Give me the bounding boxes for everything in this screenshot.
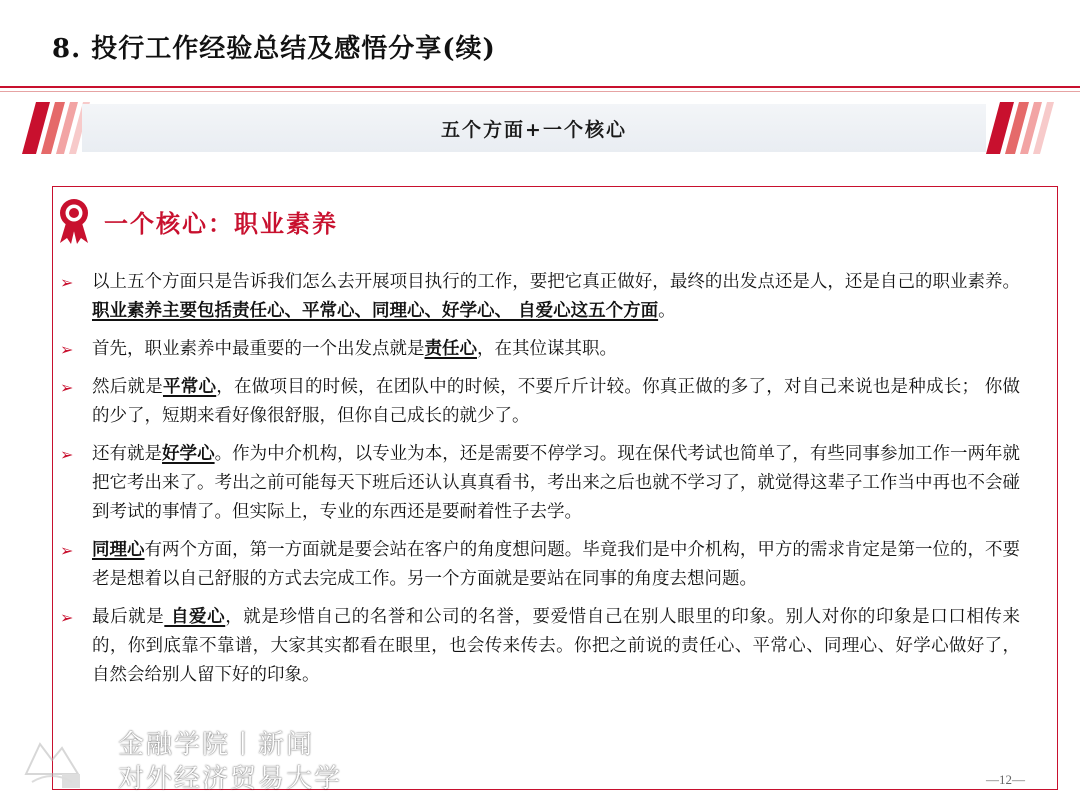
text-run: ，在其位谋其职。 bbox=[477, 339, 617, 359]
text-run: 以上五个方面只是告诉我们怎么去开展项目执行的工作，要把它真正做好，最终的出发点还是人，还是自己的职业素养。 bbox=[92, 272, 1020, 292]
watermark-line1: 金融学院丨新闻 bbox=[118, 730, 315, 760]
text-run: ，就是珍惜自己的名誉和公司的名誉，要爱惜自己在别人眼里的印象。别人对你的印象是口口相传来的，你到底靠不靠谱，大家其实都看在眼里，也会传来传去。你把之前说的责任心、平常心、同理心、好学心做好了， 自然会给别人留下好的印象。 bbox=[92, 607, 1021, 685]
page-number: —12— bbox=[986, 772, 1025, 787]
bullet-list bbox=[60, 268, 1020, 699]
emphasis-text: 好学心 bbox=[162, 444, 215, 464]
list-item bbox=[60, 373, 1020, 431]
watermark-line2: 对外经济贸易大学 bbox=[118, 764, 343, 794]
list-item bbox=[60, 268, 1020, 326]
text-run: ，在做项目的时候，在团队中的时候，不要斤斤计较。你真正做的多了，对自己来说也是种成长； 你做的少了，短期来看好像很舒服，但你自己成长的就少了。 bbox=[92, 377, 1021, 426]
text-run: 还有就是 bbox=[92, 444, 163, 464]
watermark bbox=[22, 726, 342, 796]
text-run: 。 bbox=[658, 301, 676, 321]
university-logo-icon bbox=[22, 730, 92, 792]
emphasis-text: 责任心 bbox=[424, 339, 477, 359]
text-run: 。作为中介机构，以专业为本，还是需要不停学习。现在保代考试也简单了，有些同事参加工作一两年就把它考出来了。考出之前可能每天下班后还认认真真看书，考出来之后也就不学习了，就觉得这辈子工作当中再也不会碰到考试的事情了。但实际上，专业的东西还是要耐着性子去学。 bbox=[92, 444, 1021, 522]
emphasis-text: 自爱心 bbox=[164, 607, 226, 627]
bullet-arrow-icon: ➢ bbox=[60, 340, 74, 359]
bullet-text bbox=[92, 536, 1020, 594]
bullet-text bbox=[92, 603, 1020, 690]
core-heading bbox=[58, 197, 338, 245]
core-heading-text: 一个核心：职业素养 bbox=[104, 208, 338, 238]
page-title: 8. 投行工作经验总结及感悟分享(续) bbox=[52, 34, 496, 64]
bullet-arrow-icon: ➢ bbox=[60, 541, 74, 560]
bullet-text bbox=[92, 268, 1020, 326]
emphasis-text: 同理心 bbox=[92, 540, 145, 560]
text-run: 然后就是 bbox=[92, 377, 163, 397]
bullet-arrow-icon: ➢ bbox=[60, 445, 74, 464]
section-banner bbox=[82, 104, 986, 152]
text-run: 有两个方面，第一方面就是要会站在客户的角度想问题。毕竟我们是中介机构，甲方的需求肯定是第一位的，不要老是想着以自己舒服的方式去完成工作。另一个方面就是要站在同事的角度去想问题。 bbox=[92, 540, 1020, 589]
list-item bbox=[60, 536, 1020, 594]
bullet-text bbox=[92, 440, 1020, 527]
bullet-arrow-icon: ➢ bbox=[60, 608, 74, 627]
bullet-arrow-icon: ➢ bbox=[60, 378, 74, 397]
bullet-text bbox=[92, 335, 1020, 364]
banner-title: 五个方面+一个核心 bbox=[441, 118, 627, 141]
list-item bbox=[60, 335, 1020, 364]
award-ribbon-icon bbox=[58, 197, 90, 245]
text-run: 首先，职业素养中最重要的一个出发点就是 bbox=[92, 339, 425, 359]
text-run: 最后就是 bbox=[92, 607, 165, 627]
emphasis-text: 平常心 bbox=[162, 377, 217, 397]
list-item bbox=[60, 440, 1020, 527]
title-rule bbox=[0, 86, 1080, 88]
list-item bbox=[60, 603, 1020, 690]
emphasis-text: 职业素养主要包括责任心、平常心、同理心、好学心、 自爱心这五个方面 bbox=[92, 301, 659, 321]
bullet-arrow-icon: ➢ bbox=[60, 273, 74, 292]
bullet-text bbox=[92, 373, 1020, 431]
title-rule-thin bbox=[0, 91, 1080, 92]
right-stripes-decoration bbox=[986, 102, 1058, 154]
